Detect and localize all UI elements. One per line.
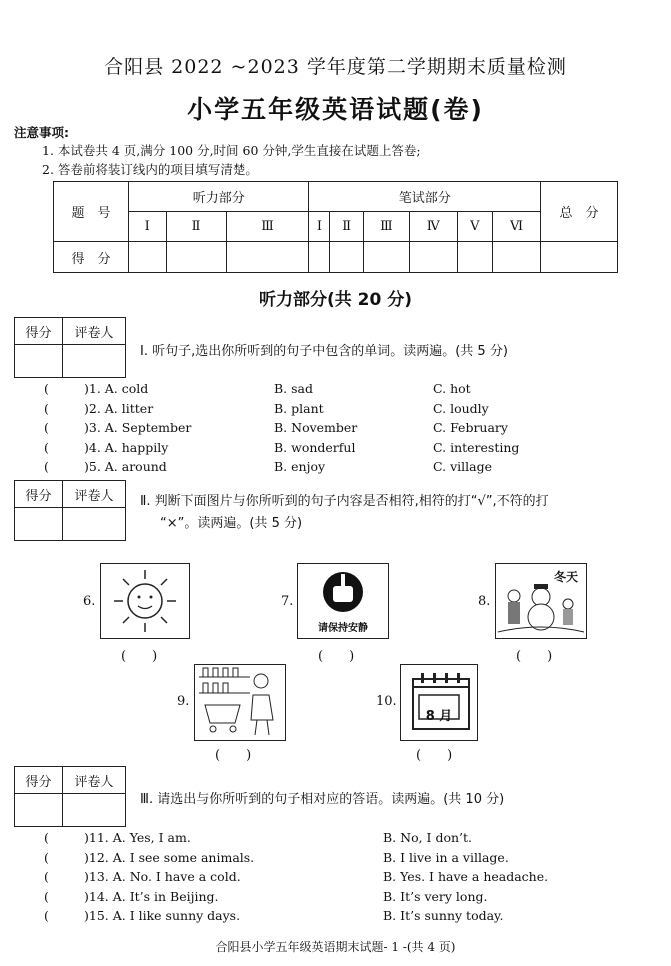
grader-score-label: 得分 [15, 767, 63, 794]
list-item: ( )1. A. cold B. sad C. hot [44, 381, 471, 396]
grader-score-label: 得分 [15, 318, 63, 345]
sun-icon [100, 563, 190, 639]
notes-heading: 注意事项: [14, 125, 69, 140]
listening-section-title: 听力部分(共 20 分) [258, 290, 413, 310]
listening-header: 听力部分 [129, 182, 309, 212]
list-item: ( )3. A. September B. November C. February [44, 420, 508, 435]
picture-number: 8. [478, 594, 491, 609]
col-writing-4: Ⅳ [409, 212, 457, 242]
list-item: ( )11. A. Yes, I am. B. No, I don’t. [44, 830, 473, 845]
grader-reviewer-label: 评卷人 [63, 767, 126, 794]
list-item: ( )12. A. I see some animals. B. I live in a village. [44, 850, 509, 865]
list-item: ( )15. A. I like sunny days. B. It’s sunny today. [44, 908, 504, 923]
grader-reviewer-cell[interactable] [63, 794, 126, 827]
grader-reviewer-label: 评卷人 [63, 318, 126, 345]
list-item: ( )14. A. It’s in Beijing. B. It’s very long. [44, 889, 488, 904]
grader-score-label: 得分 [15, 481, 63, 508]
calendar-month: 8 月 [425, 709, 453, 724]
writing-header: 笔试部分 [309, 182, 541, 212]
col-writing-3: Ⅲ [363, 212, 409, 242]
score-table [53, 181, 618, 273]
grader-score-cell[interactable] [15, 508, 63, 541]
score-cell[interactable] [493, 242, 541, 273]
score-row-label: 得 分 [54, 242, 129, 273]
list-item: ( )5. A. around B. enjoy C. village [44, 459, 492, 474]
picture-number: 6. [83, 594, 96, 609]
picture-number: 9. [177, 694, 190, 709]
answer-paren[interactable]: ( ) [215, 748, 252, 763]
score-cell[interactable] [226, 242, 309, 273]
score-cell[interactable] [363, 242, 409, 273]
quiet-sign-caption: 请保持安静 [318, 623, 368, 634]
grader-box [14, 480, 126, 541]
score-cell[interactable] [129, 242, 167, 273]
col-writing-1: Ⅰ [309, 212, 330, 242]
answer-paren[interactable]: ( ) [516, 649, 553, 664]
grader-reviewer-cell[interactable] [63, 345, 126, 378]
score-cell[interactable] [166, 242, 226, 273]
answer-paren[interactable]: ( ) [318, 649, 355, 664]
grader-reviewer-label: 评卷人 [63, 481, 126, 508]
score-cell[interactable] [409, 242, 457, 273]
col-writing-5: Ⅴ [457, 212, 492, 242]
exam-subtitle: 小学五年级英语试题(卷) [187, 95, 484, 124]
total-label: 总 分 [541, 182, 618, 242]
page-footer: 合阳县小学五年级英语期末试题- 1 -(共 4 页) [215, 940, 456, 954]
picture-number: 10. [376, 694, 397, 709]
note-1: 1. 本试卷共 4 页,满分 100 分,时间 60 分钟,学生直接在试题上答卷; [42, 143, 421, 158]
score-cell[interactable] [457, 242, 492, 273]
answer-paren[interactable]: ( ) [121, 649, 158, 664]
part2-title-line2: “×”。读两遍。(共 5 分) [160, 516, 303, 531]
list-item: ( )4. A. happily B. wonderful C. interesting [44, 440, 520, 455]
part1-title: Ⅰ. 听句子,选出你所听到的句子中包含的单词。读两遍。(共 5 分) [140, 344, 508, 359]
picture-number: 7. [281, 594, 294, 609]
grader-box [14, 766, 126, 827]
col-listening-1: Ⅰ [129, 212, 167, 242]
grader-box [14, 317, 126, 378]
col-listening-3: Ⅲ [226, 212, 309, 242]
grader-score-cell[interactable] [15, 345, 63, 378]
answer-paren[interactable]: ( ) [416, 748, 453, 763]
list-item: ( )13. A. No. I have a cold. B. Yes. I have a headache. [44, 869, 549, 884]
shopping-icon [194, 664, 286, 741]
part3-title: Ⅲ. 请选出与你所听到的句子相对应的答语。读两遍。(共 10 分) [140, 792, 505, 807]
quiet-sign-icon [297, 563, 389, 639]
list-item: ( )2. A. litter B. plant C. loudly [44, 401, 489, 416]
question-number-label: 题 号 [54, 182, 129, 242]
col-writing-2: Ⅱ [330, 212, 364, 242]
col-listening-2: Ⅱ [166, 212, 226, 242]
winter-snowman-icon [495, 563, 587, 639]
grader-reviewer-cell[interactable] [63, 508, 126, 541]
total-score-cell[interactable] [541, 242, 618, 273]
winter-caption: 冬天 [553, 570, 578, 584]
score-cell[interactable] [309, 242, 330, 273]
note-2: 2. 答卷前将装订线内的项目填写清楚。 [42, 162, 258, 177]
calendar-icon [400, 664, 478, 741]
grader-score-cell[interactable] [15, 794, 63, 827]
exam-header-title: 合阳县 2022 ~2023 学年度第二学期期末质量检测 [104, 56, 567, 78]
col-writing-6: Ⅵ [493, 212, 541, 242]
score-cell[interactable] [330, 242, 364, 273]
part2-title-line1: Ⅱ. 判断下面图片与你所听到的句子内容是否相符,相符的打“√”,不符的打 [140, 494, 549, 509]
